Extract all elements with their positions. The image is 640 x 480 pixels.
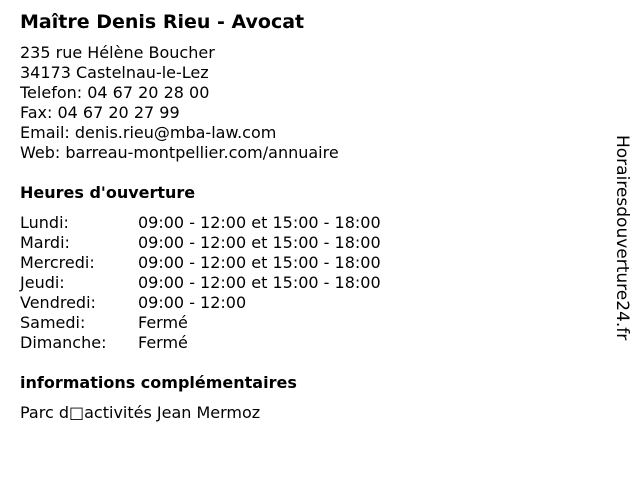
fax-number: Fax: 04 67 20 27 99 [20,103,180,122]
website-url: Web: barreau-montpellier.com/annuaire [20,143,339,162]
hours-row-thursday [20,273,381,293]
contact-block [20,43,339,163]
day-label: Samedi: [20,313,86,332]
day-label: Mardi: [20,233,70,252]
time-value: 09:00 - 12:00 [138,293,247,312]
hours-row-friday [20,293,381,313]
day-label: Jeudi: [20,273,65,292]
day-label: Dimanche: [20,333,107,352]
time-value: 09:00 - 12:00 et 15:00 - 18:00 [138,273,381,292]
hours-row-tuesday [20,233,381,253]
hours-row-sunday [20,333,381,353]
address-city: 34173 Castelnau-le-Lez [20,63,209,82]
address-street: 235 rue Hélène Boucher [20,43,215,62]
opening-hours-heading: Heures d'ouverture [20,183,196,202]
page-title: Maître Denis Rieu - Avocat [20,11,305,33]
phone-number: Telefon: 04 67 20 28 00 [20,83,210,102]
hours-row-wednesday [20,253,381,273]
time-value: Fermé [138,333,188,352]
time-value: Fermé [138,313,188,332]
time-value: 09:00 - 12:00 et 15:00 - 18:00 [138,253,381,272]
hours-row-saturday [20,313,381,333]
time-value: 09:00 - 12:00 et 15:00 - 18:00 [138,213,381,232]
brand-watermark: Horairesdouverture24.fr [612,135,632,341]
opening-hours-table [20,213,381,353]
day-label: Mercredi: [20,253,95,272]
time-value: 09:00 - 12:00 et 15:00 - 18:00 [138,233,381,252]
additional-info-text: Parc d□activités Jean Mermoz [20,403,261,422]
hours-row-monday [20,213,381,233]
day-label: Vendredi: [20,293,96,312]
email-address: Email: denis.rieu@mba-law.com [20,123,277,142]
day-label: Lundi: [20,213,69,232]
additional-info-heading: informations complémentaires [20,373,297,392]
